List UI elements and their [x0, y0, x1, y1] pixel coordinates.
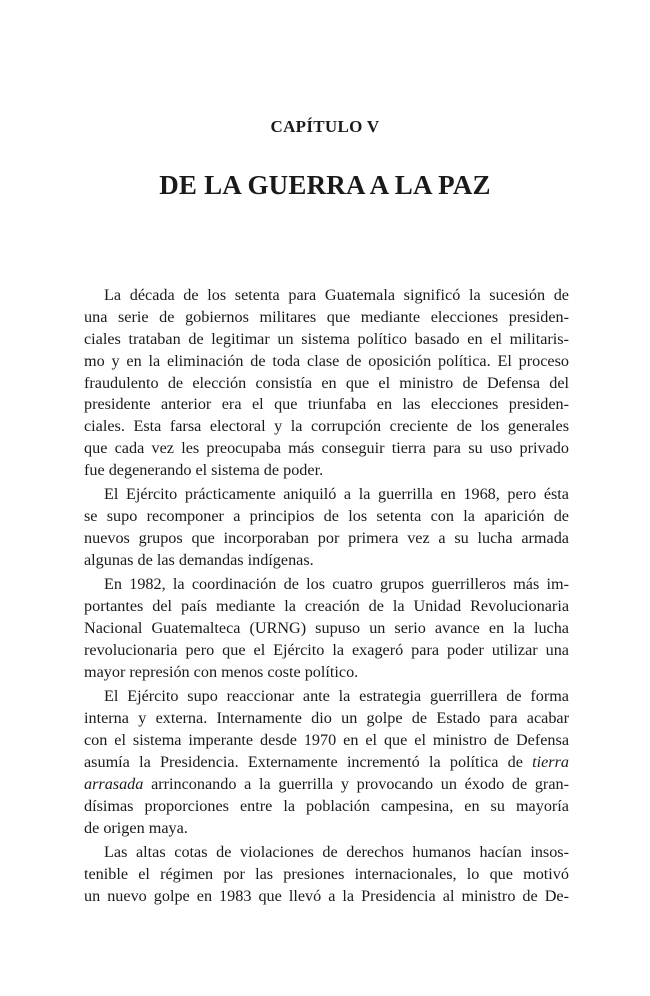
text-line: interna y externa. Internamente dio un golpe de Estado para acabar	[84, 709, 569, 728]
text-line: ciales. Esta farsa electoral y la corrupción creciente de los generales	[84, 417, 569, 436]
text-segment: arrinconando a la guerrilla y provocando un éxodo de gran-	[151, 774, 569, 793]
text-line: revolucionaria pero que el Ejército la exageró para poder utilizar una	[84, 641, 569, 660]
text-line: fue degenerando el sistema de poder.	[84, 461, 324, 480]
paragraph-1	[84, 285, 569, 482]
text-line: Las altas cotas de violaciones de derechos humanos hacían insos-	[104, 842, 569, 861]
text-line: La década de los setenta para Guatemala significó la sucesión de	[104, 286, 569, 304]
text-line: El Ejército prácticamente aniquiló a la guerrilla en 1968, pero ésta	[104, 485, 569, 504]
text-line: nuevos grupos que incorporaban por primera vez a su lucha armada	[84, 529, 569, 548]
text-line	[84, 752, 569, 774]
paragraph-2	[84, 484, 569, 572]
text-line: mayor represión con menos coste político.	[84, 662, 359, 681]
text-line	[84, 774, 569, 796]
italic-term: arrasada	[84, 774, 144, 793]
paragraph-3	[84, 574, 569, 683]
text-line: portantes del país mediante la creación de la Unidad Revolucionaria	[84, 597, 569, 616]
paragraph-5	[84, 842, 569, 908]
text-line: El Ejército supo reaccionar ante la estrategia guerrillera de forma	[104, 687, 569, 706]
text-line: mo y en la eliminación de toda clase de oposición política. El proceso	[84, 351, 569, 370]
chapter-title: DE LA GUERRA A LA PAZ	[159, 170, 491, 200]
text-line: En 1982, la coordinación de los cuatro grupos guerrilleros más im-	[104, 575, 569, 594]
text-line: de origen maya.	[84, 818, 188, 837]
text-line: con el sistema imperante desde 1970 en el que el ministro de Defensa	[84, 730, 569, 749]
text-line: dísimas proporciones entre la población campesina, en su mayoría	[84, 796, 569, 815]
chapter-label: CAPÍTULO V	[270, 117, 380, 136]
text-line: algunas de las demandas indígenas.	[84, 551, 314, 570]
text-line: ciales trataban de legitimar un sistema político basado en el militaris-	[84, 329, 569, 348]
text-line: presidente anterior era el que triunfaba en las elecciones presiden-	[84, 395, 569, 414]
text-line: Nacional Guatemalteca (URNG) supuso un serio avance en la lucha	[84, 619, 569, 638]
body-text	[84, 285, 569, 910]
italic-term: tierra	[532, 752, 569, 771]
text-line: se supo recomponer a principios de los setenta con la aparición de	[84, 507, 569, 526]
text-line: fraudulento de elección consistía en que el ministro de Defensa del	[84, 373, 569, 392]
paragraph-4	[84, 686, 569, 839]
text-segment: asumía la Presidencia. Externamente incrementó la política de	[84, 752, 523, 771]
text-line: tenible el régimen por las presiones internacionales, lo que motivó	[84, 864, 569, 883]
text-line: una serie de gobiernos militares que mediante elecciones presiden-	[84, 307, 569, 326]
text-line: que cada vez les preocupaba más conseguir tierra para su uso privado	[84, 439, 569, 458]
text-line: un nuevo golpe en 1983 que llevó a la Presidencia al ministro de De-	[84, 886, 569, 905]
